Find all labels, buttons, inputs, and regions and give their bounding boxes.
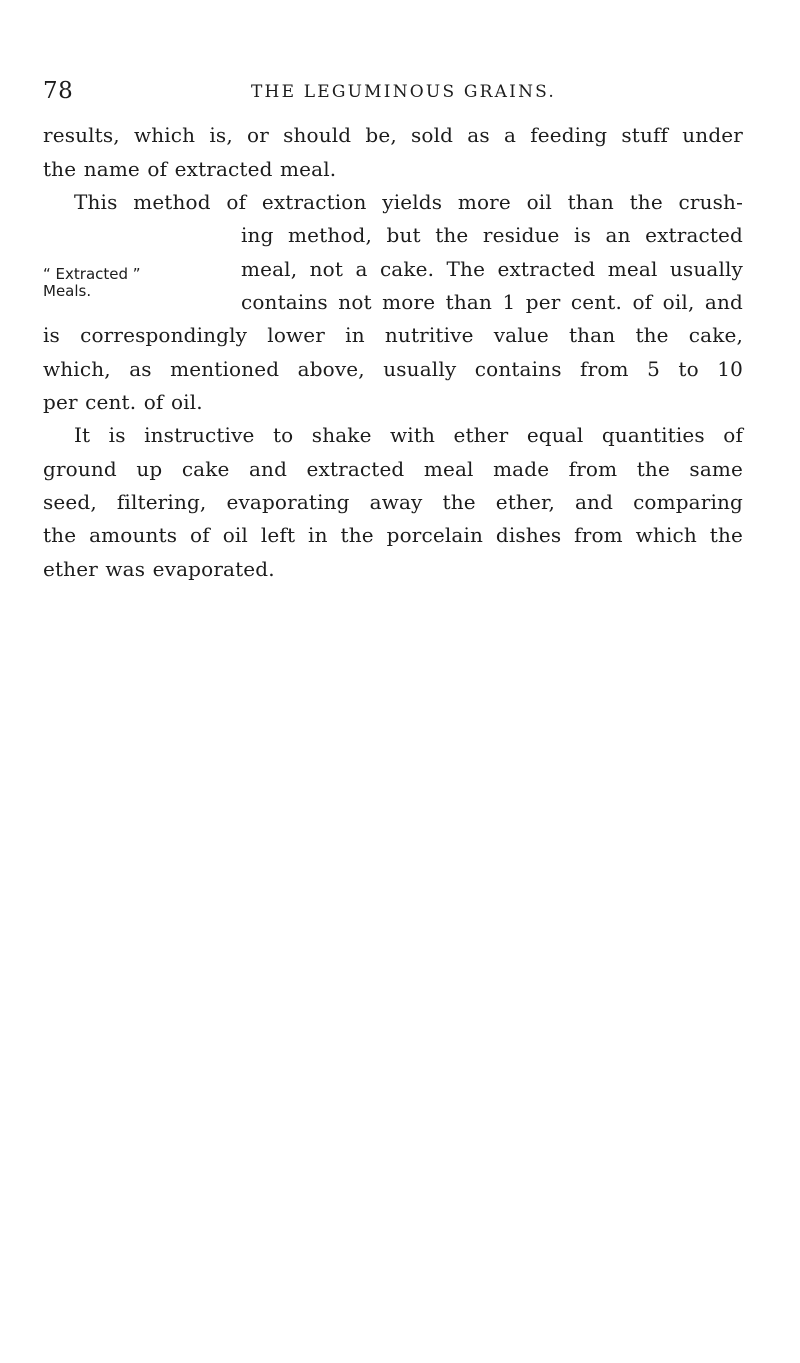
- text-line: ground up cake and extracted meal made from the same: [43, 457, 743, 481]
- margin-note-line: Meals.: [43, 282, 92, 300]
- text-line: seed, filtering, evaporating away the ether, and comparing: [43, 490, 743, 514]
- text-line: contains not more than 1 per cent. of oil, and: [241, 290, 743, 314]
- text-line: results, which is, or should be, sold as a feeding stuff under: [43, 123, 743, 147]
- text-line: the amounts of oil left in the porcelain dishes from which the: [43, 523, 743, 547]
- margin-note-line: “ Extracted ”: [43, 265, 141, 283]
- text-line: ether was evaporated.: [43, 557, 275, 581]
- text-line: is correspondingly lower in nutritive value than the cake,: [43, 323, 743, 347]
- text-line: It is instructive to shake with ether equal quantities of: [74, 423, 743, 447]
- text-line: meal, not a cake. The extracted meal usually: [241, 257, 743, 281]
- page-number: 78: [43, 78, 74, 104]
- margin-note: [43, 266, 141, 300]
- text-line: per cent. of oil.: [43, 390, 203, 414]
- running-head: THE LEGUMINOUS GRAINS.: [251, 82, 556, 102]
- text-line: which, as mentioned above, usually contains from 5 to 10: [43, 357, 743, 381]
- text-line: ing method, but the residue is an extracted: [241, 223, 743, 247]
- text-line: This method of extraction yields more oil than the crush-: [74, 190, 743, 214]
- text-line: the name of extracted meal.: [43, 157, 337, 181]
